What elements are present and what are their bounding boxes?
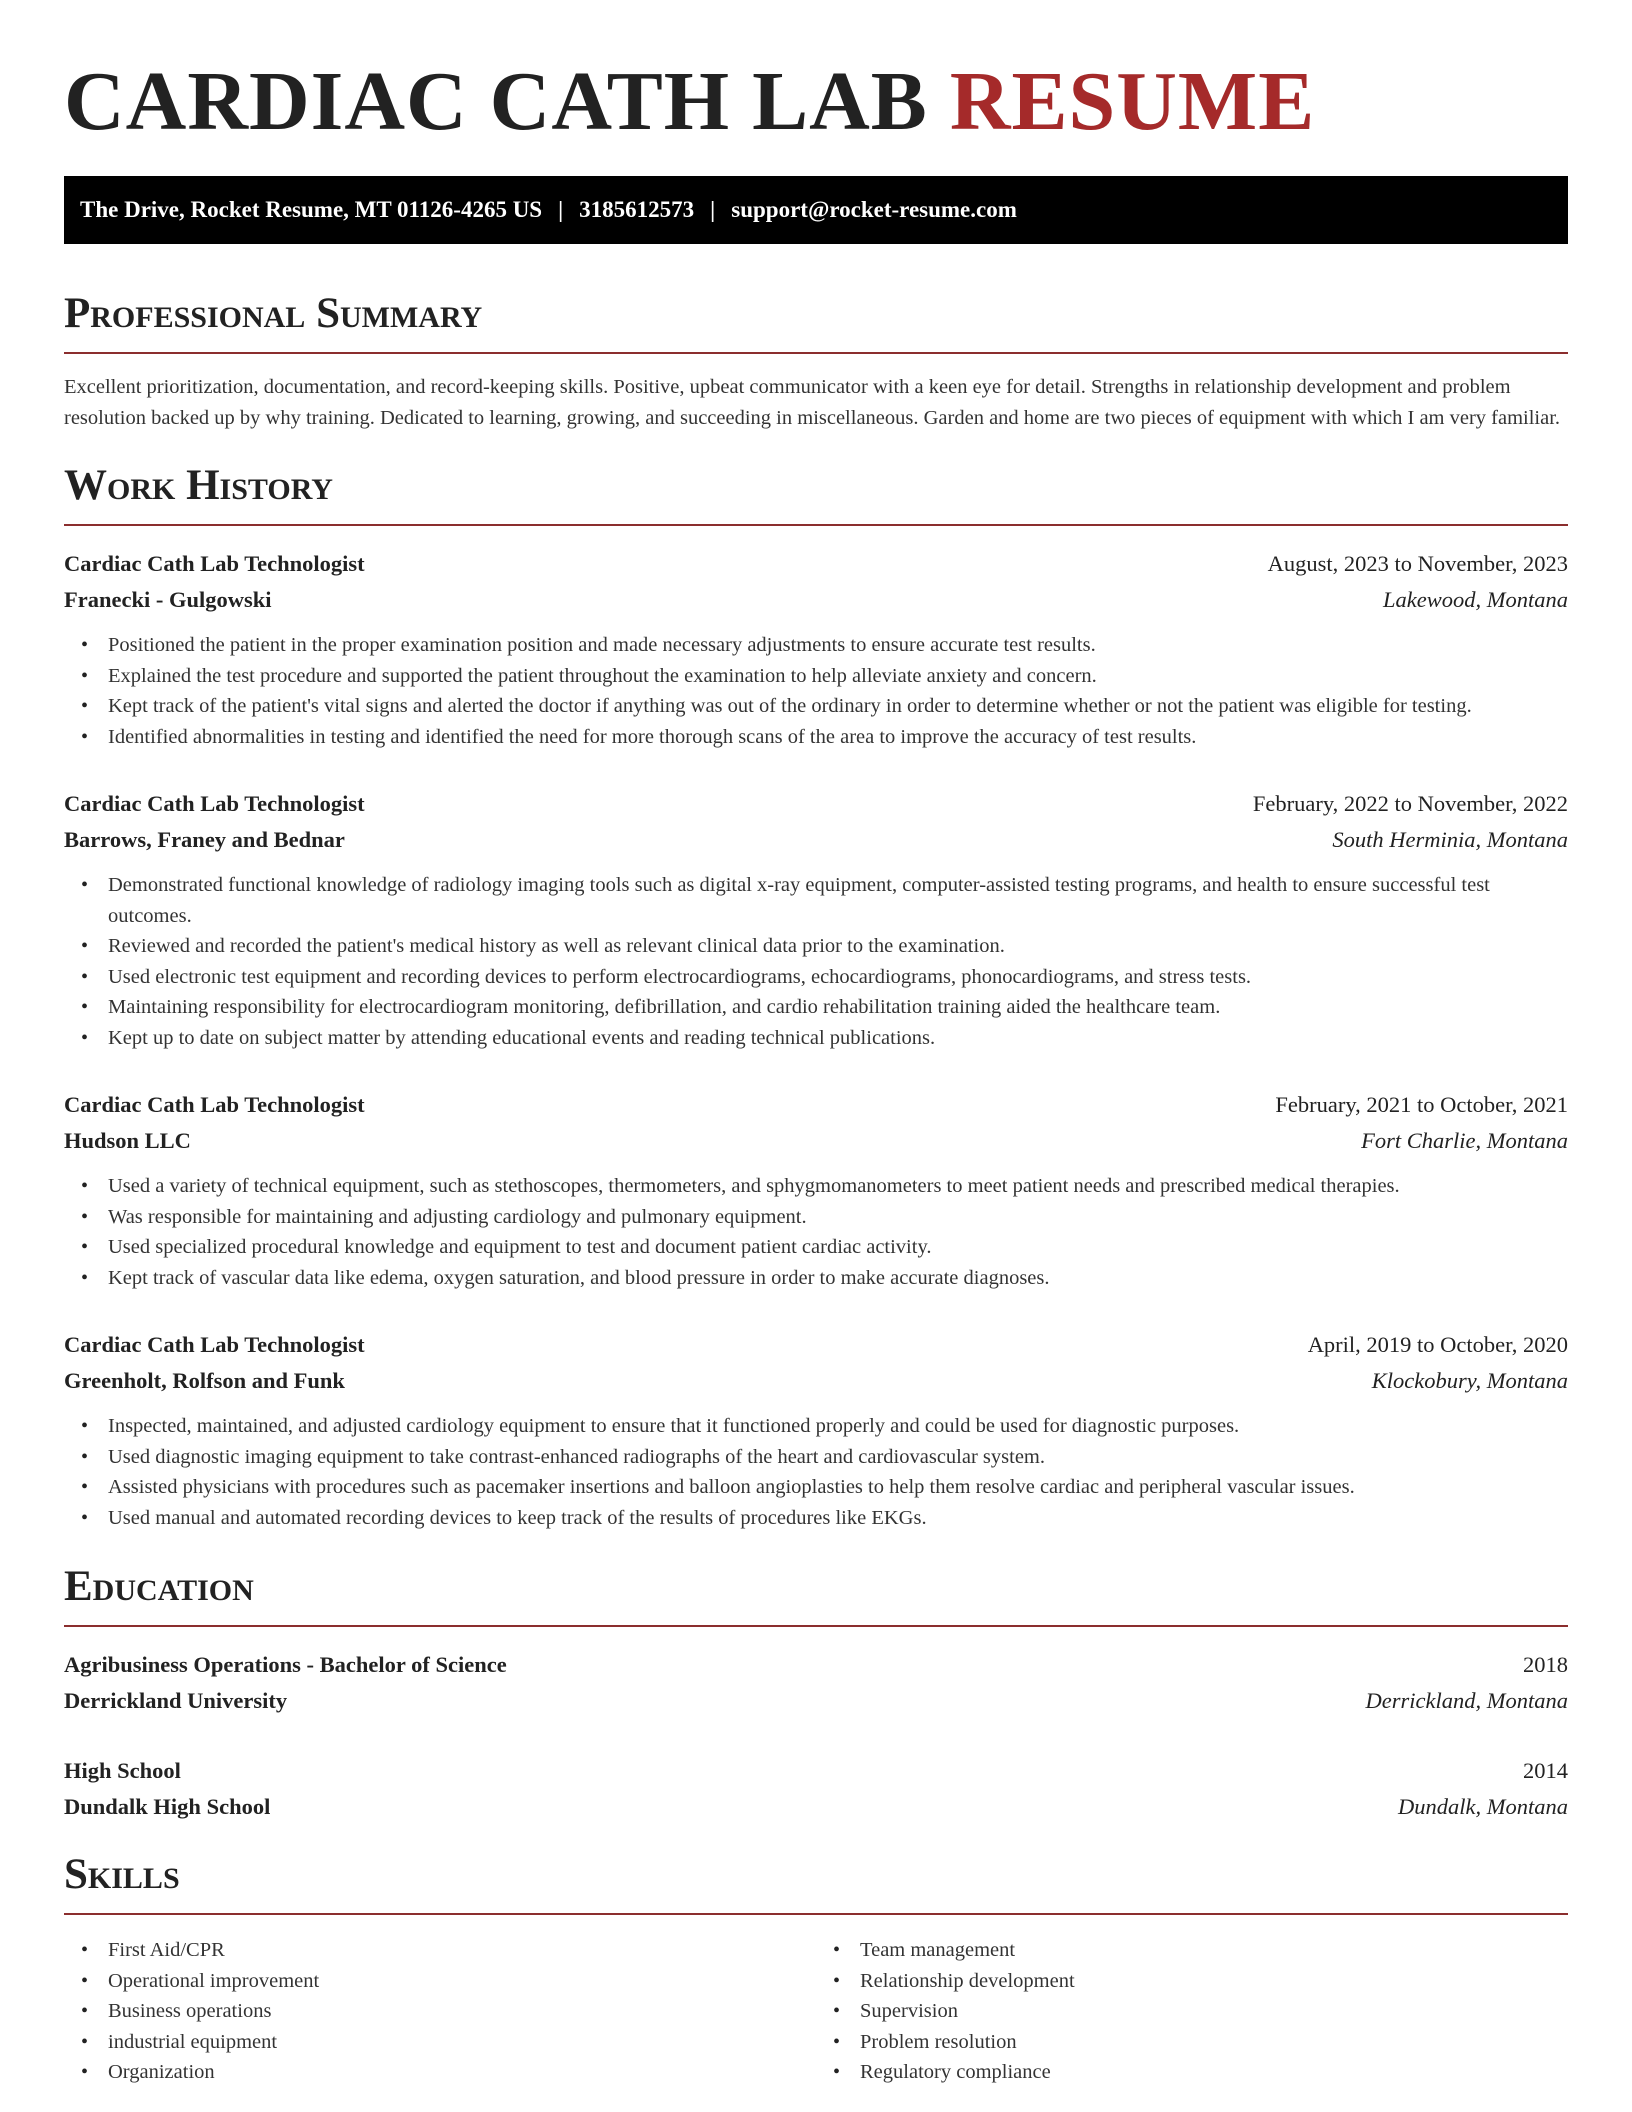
skills-heading: Skills bbox=[64, 1851, 1568, 1915]
job-duty: • Used electronic test equipment and recording devices to perform electrocardiograms, echocardiograms, phonocardiograms, and stress tests. bbox=[108, 962, 1568, 993]
job-dates: April, 2019 to October, 2020 bbox=[1307, 1332, 1568, 1357]
education-school: Dundalk High School bbox=[64, 1794, 271, 1819]
contact-email: support@rocket-resume.com bbox=[731, 197, 1017, 222]
education-year: 2018 bbox=[1523, 1652, 1568, 1677]
job-location: South Herminia, Montana bbox=[1332, 827, 1568, 852]
education-degree: Agribusiness Operations - Bachelor of Science bbox=[64, 1652, 507, 1677]
skill-item: • First Aid/CPR bbox=[108, 1935, 816, 1966]
job-duty: • Maintaining responsibility for electrocardiogram monitoring, defibrillation, and cardio rehabilitation training aided the healthcare team. bbox=[108, 992, 1568, 1023]
job-location: Klockobury, Montana bbox=[1371, 1368, 1568, 1393]
job-duty: • Assisted physicians with procedures such as pacemaker insertions and balloon angioplasties to help them resolve cardiac and peripheral vascular issues. bbox=[108, 1472, 1568, 1503]
skill-item: • Business operations bbox=[108, 1996, 816, 2027]
job-duty: • Was responsible for maintaining and adjusting cardiology and pulmonary equipment. bbox=[108, 1202, 1568, 1233]
education-school: Derrickland University bbox=[64, 1688, 288, 1713]
skills-list bbox=[64, 1935, 816, 2088]
education-entry bbox=[64, 1647, 1568, 1719]
skills-list bbox=[816, 1935, 1568, 2088]
skill-item: • Relationship development bbox=[860, 1966, 1568, 1997]
skill-item: • Regulatory compliance bbox=[860, 2057, 1568, 2088]
education-degree: High School bbox=[64, 1758, 181, 1783]
contact-separator: | bbox=[558, 197, 564, 222]
education-entry bbox=[64, 1753, 1568, 1825]
job-company: Barrows, Franey and Bednar bbox=[64, 827, 345, 852]
job-title: Cardiac Cath Lab Technologist bbox=[64, 551, 365, 576]
summary-heading: Professional Summary bbox=[64, 290, 1568, 354]
education-location: Dundalk, Montana bbox=[1398, 1794, 1568, 1819]
job-entry bbox=[64, 1327, 1568, 1533]
job-entry bbox=[64, 1087, 1568, 1293]
job-duty: • Identified abnormalities in testing and identified the need for more thorough scans of the area to improve the accuracy of test results. bbox=[108, 722, 1568, 753]
job-dates: February, 2022 to November, 2022 bbox=[1252, 791, 1568, 816]
contact-address: The Drive, Rocket Resume, MT 01126-4265 US bbox=[80, 197, 543, 222]
job-dates: August, 2023 to November, 2023 bbox=[1267, 551, 1568, 576]
job-duties bbox=[64, 630, 1568, 752]
summary-text: Excellent prioritization, documentation, and record-keeping skills. Positive, upbeat communicator with a keen eye for detail. Strengths in relationship development and problem resolution backed up by why training. Dedicated to learning, growing, and succeeding in miscellaneous. Garden and home are two pieces of equipment with which I am very familiar. bbox=[64, 376, 1561, 429]
job-duty: • Reviewed and recorded the patient's medical history as well as relevant clinical data prior to the examination. bbox=[108, 931, 1568, 962]
summary-section bbox=[64, 290, 1568, 434]
contact-separator: | bbox=[710, 197, 716, 222]
job-title: Cardiac Cath Lab Technologist bbox=[64, 1092, 365, 1117]
skill-item: • Supervision bbox=[860, 1996, 1568, 2027]
skill-item: • Organization bbox=[108, 2057, 816, 2088]
job-duty: • Kept up to date on subject matter by attending educational events and reading technical publications. bbox=[108, 1023, 1568, 1054]
skills-column-left bbox=[64, 1935, 816, 2088]
job-dates: February, 2021 to October, 2021 bbox=[1275, 1092, 1568, 1117]
job-duties bbox=[64, 1411, 1568, 1533]
job-title: Cardiac Cath Lab Technologist bbox=[64, 791, 365, 816]
job-entry bbox=[64, 786, 1568, 1053]
skill-item: • Problem resolution bbox=[860, 2027, 1568, 2058]
job-company: Franecki - Gulgowski bbox=[64, 587, 272, 612]
job-company: Greenholt, Rolfson and Funk bbox=[64, 1368, 345, 1393]
work-history-heading: Work History bbox=[64, 462, 1568, 526]
job-duties bbox=[64, 1171, 1568, 1293]
job-location: Fort Charlie, Montana bbox=[1361, 1128, 1568, 1153]
education-year: 2014 bbox=[1523, 1758, 1568, 1783]
contact-phone: 3185612573 bbox=[579, 197, 695, 222]
job-duty: • Positioned the patient in the proper examination position and made necessary adjustments to ensure accurate test results. bbox=[108, 630, 1568, 661]
job-entry bbox=[64, 546, 1568, 752]
title-main: CARDIAC CATH LAB bbox=[64, 55, 928, 148]
skills-column-right bbox=[816, 1935, 1568, 2088]
job-duty: • Used diagnostic imaging equipment to take contrast-enhanced radiographs of the heart and cardiovascular system. bbox=[108, 1442, 1568, 1473]
job-duty: • Kept track of vascular data like edema, oxygen saturation, and blood pressure in order to make accurate diagnoses. bbox=[108, 1263, 1568, 1294]
job-title: Cardiac Cath Lab Technologist bbox=[64, 1332, 365, 1357]
skills-section bbox=[64, 1851, 1568, 2088]
education-heading: Education bbox=[64, 1563, 1568, 1627]
job-duty: • Demonstrated functional knowledge of radiology imaging tools such as digital x-ray equipment, computer-assisted testing programs, and health to ensure successful test outcomes. bbox=[108, 870, 1568, 931]
job-duties bbox=[64, 870, 1568, 1053]
job-duty: • Explained the test procedure and supported the patient throughout the examination to help alleviate anxiety and concern. bbox=[108, 661, 1568, 692]
job-duty: • Inspected, maintained, and adjusted cardiology equipment to ensure that it functioned properly and could be used for diagnostic purposes. bbox=[108, 1411, 1568, 1442]
job-duty: • Used specialized procedural knowledge and equipment to test and document patient cardiac activity. bbox=[108, 1232, 1568, 1263]
job-duty: • Used a variety of technical equipment, such as stethoscopes, thermometers, and sphygmomanometers to meet patient needs and prescribed medical therapies. bbox=[108, 1171, 1568, 1202]
job-duty: • Used manual and automated recording devices to keep track of the results of procedures like EKGs. bbox=[108, 1503, 1568, 1534]
job-location: Lakewood, Montana bbox=[1383, 587, 1568, 612]
title-accent: RESUME bbox=[949, 55, 1316, 148]
work-history-section bbox=[64, 462, 1568, 1533]
skill-item: • Team management bbox=[860, 1935, 1568, 1966]
education-location: Derrickland, Montana bbox=[1365, 1688, 1568, 1713]
skill-item: • Operational improvement bbox=[108, 1966, 816, 1997]
resume-title bbox=[64, 52, 1568, 152]
skills-grid bbox=[64, 1935, 1568, 2088]
job-company: Hudson LLC bbox=[64, 1128, 191, 1153]
education-section bbox=[64, 1563, 1568, 1825]
contact-bar bbox=[64, 176, 1568, 244]
job-duty: • Kept track of the patient's vital signs and alerted the doctor if anything was out of the ordinary in order to determine whether or not the patient was eligible for testing. bbox=[108, 691, 1568, 722]
skill-item: • industrial equipment bbox=[108, 2027, 816, 2058]
